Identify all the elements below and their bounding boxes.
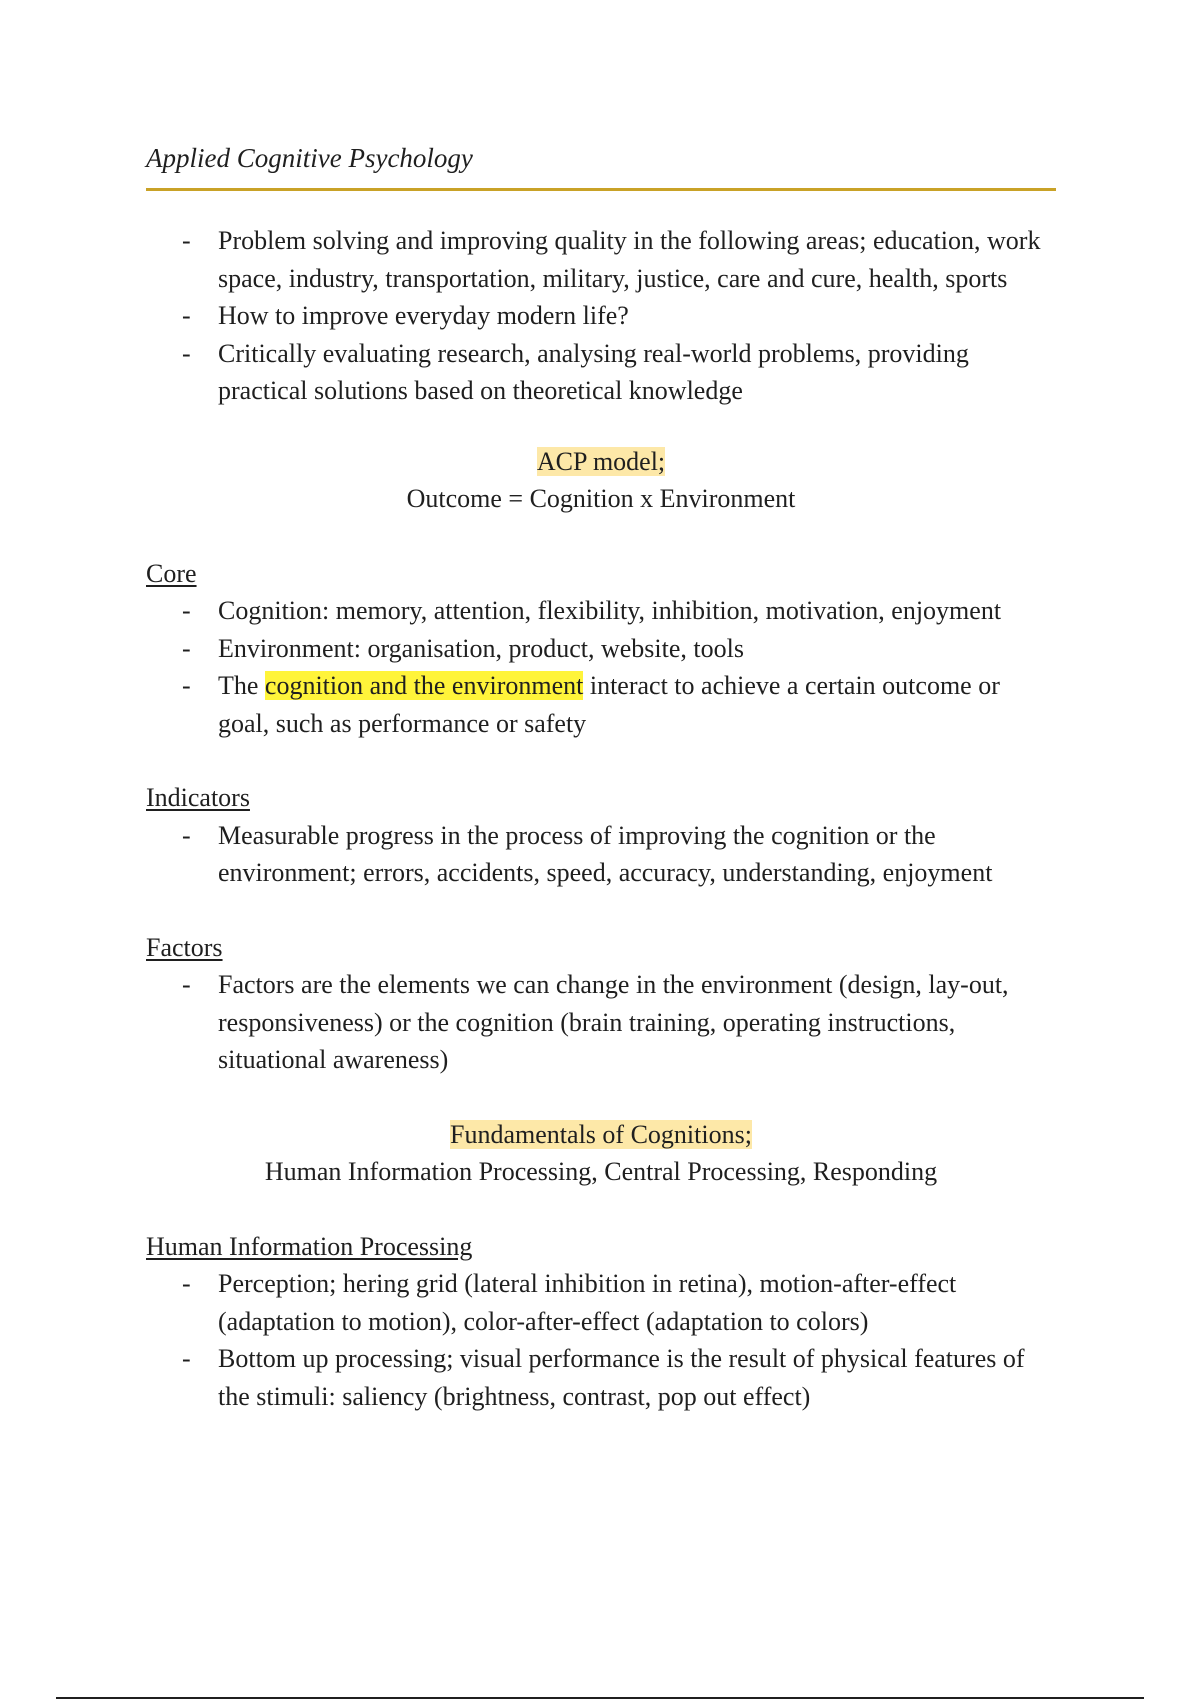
intro-list — [146, 222, 1056, 410]
list-item: - Cognition: memory, attention, flexibility, inhibition, motivation, enjoyment — [146, 592, 1056, 630]
section-heading-human-information-processing: Human Information Processing — [146, 1231, 473, 1261]
list-item: - Measurable progress in the process of improving the cognition or the environment; errors, accidents, speed, accuracy, understanding, enjoyment — [146, 817, 1056, 892]
list-marker: - — [182, 301, 191, 330]
list-marker: - — [182, 820, 191, 850]
document-body — [146, 222, 1056, 1415]
acp-model-title: ACP model; — [536, 446, 666, 476]
fundamentals-subtitle: Human Information Processing, Central Processing, Responding — [264, 1157, 938, 1186]
list-marker: - — [182, 226, 191, 255]
core-list — [146, 592, 1056, 742]
list-item: - How to improve everyday modern life? — [146, 297, 1056, 335]
section-heading-factors: Factors — [146, 932, 223, 962]
list-marker: - — [182, 970, 191, 999]
list-marker: - — [182, 1344, 191, 1373]
fundamentals-title: Fundamentals of Cognitions; — [450, 1119, 752, 1149]
list-marker: - — [182, 671, 191, 700]
list-item: - Critically evaluating research, analysing real-world problems, providing practical solutions based on theoretical knowledge — [146, 335, 1056, 410]
list-item: - Bottom up processing; visual performance is the result of physical features of the stimuli: saliency (brightness, contrast, pop out effect) — [146, 1340, 1056, 1415]
list-item: - Problem solving and improving quality in the following areas; education, work space, industry, transportation, military, justice, care and cure, health, sports — [146, 222, 1056, 297]
footer-divider — [56, 1697, 1144, 1699]
acp-model-title-row — [146, 443, 1056, 481]
section-heading-indicators: Indicators — [146, 783, 250, 812]
list-marker: - — [182, 338, 191, 368]
indicators-list — [146, 817, 1056, 892]
list-marker: - — [182, 633, 191, 663]
list-marker: - — [182, 596, 191, 625]
fundamentals-title-row — [146, 1116, 1056, 1154]
page-header-title: Applied Cognitive Psychology — [146, 143, 473, 173]
list-item: - Factors are the elements we can change in the environment (design, lay-out, responsiveness) or the cognition (brain training, operating instructions, situational awareness) — [146, 966, 1056, 1079]
highlighted-text: cognition and the environment — [264, 671, 584, 700]
list-item: - The cognition and the environment interact to achieve a certain outcome or goal, such as performance or safety — [146, 667, 1056, 742]
hip-list — [146, 1265, 1056, 1415]
factors-list — [146, 966, 1056, 1079]
list-marker: - — [182, 1269, 191, 1298]
acp-model-formula: Outcome = Cognition x Environment — [406, 484, 796, 513]
list-item: - Perception; hering grid (lateral inhibition in retina), motion-after-effect (adaptation to motion), color-after-effect (adaptation to colors) — [146, 1265, 1056, 1340]
header-divider — [146, 188, 1056, 191]
section-heading-core: Core — [146, 558, 197, 588]
list-item: - Environment: organisation, product, website, tools — [146, 630, 1056, 668]
